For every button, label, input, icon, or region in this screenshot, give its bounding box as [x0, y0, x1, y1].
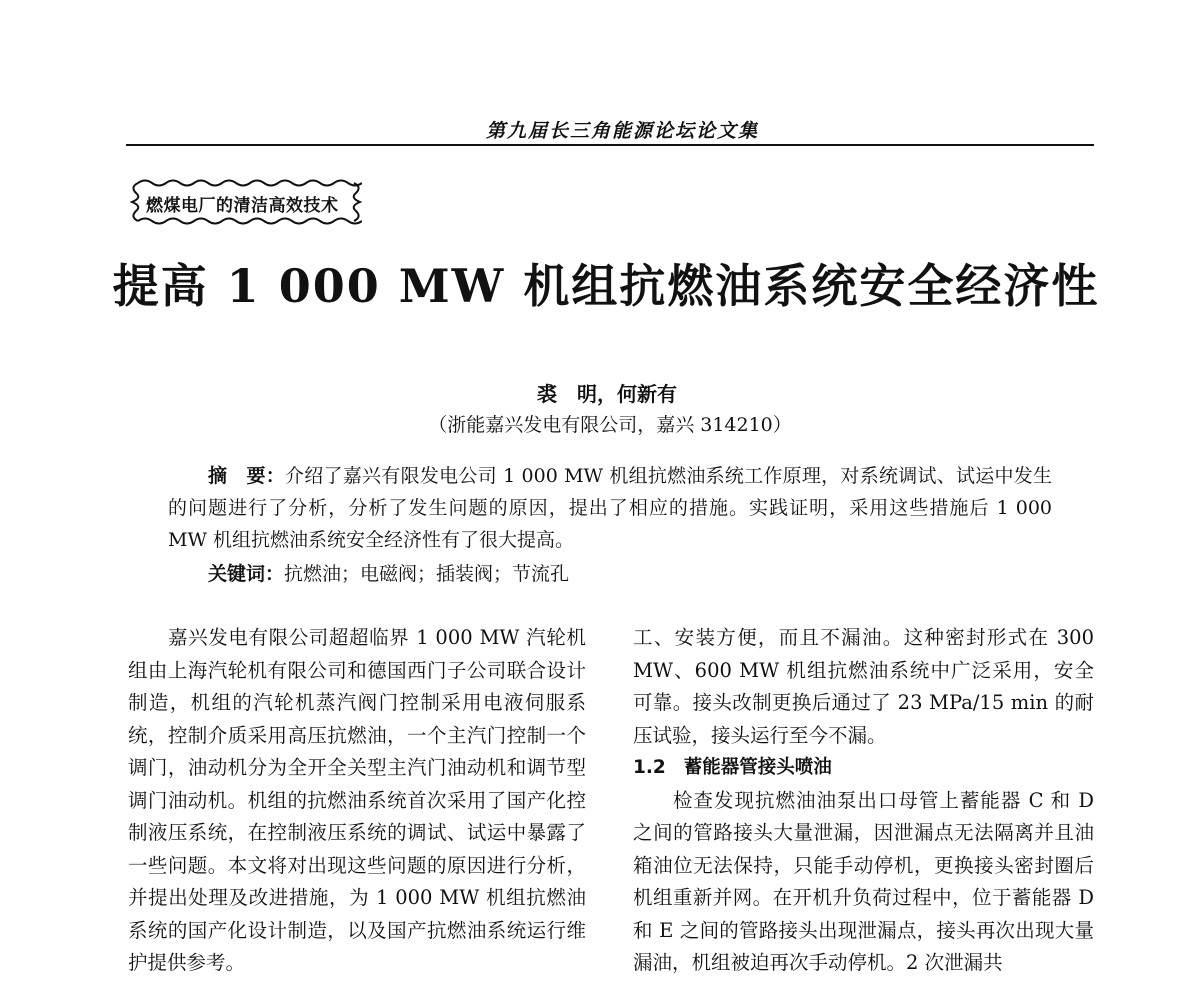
column-tag [130, 177, 362, 227]
section-title: 蓄能器管接头喷油 [683, 757, 832, 778]
paper-title: 提高 1 000 MW 机组抗燃油系统安全经济性 [112, 259, 1100, 313]
section-number: 1.2 [633, 757, 666, 778]
section-heading [633, 752, 1094, 785]
abstract-label: 摘 要： [208, 465, 286, 487]
keywords [208, 558, 569, 590]
affiliation: （浙能嘉兴发电有限公司，嘉兴 314210） [428, 414, 792, 436]
right-column [633, 622, 1094, 980]
right-paragraph-2: 检查发现抗燃油油泵出口母管上蓄能器 C 和 D 之间的管路接头大量泄漏，因泄漏点无法隔离并且油箱油位无法保持，只能手动停机，更换接头密封圈后机组重新并网。在开机升负荷过程中，位于蓄能器 D 和 E 之间的管路接头出现泄漏点，接头再次出现大量漏油，机组被迫再次手动停机。2 次泄漏共 [633, 788, 1094, 974]
abstract-text: 介绍了嘉兴有限发电公司 1 000 MW 机组抗燃油系统工作原理，对系统调试、试运中发生的问题进行了分析，分析了发生问题的原因，提出了相应的措施。实践证明，采用这些措施后 1 000 MW 机组抗燃油系统安全经济性有了很大提高。 [168, 465, 1052, 551]
abstract [168, 460, 1052, 556]
keywords-label: 关键词： [208, 563, 285, 585]
intro-paragraph: 嘉兴发电有限公司超超临界 1 000 MW 汽轮机组由上海汽轮机有限公司和德国西门子公司联合设计制造，机组的汽轮机蒸汽阀门控制采用电液伺服系统，控制介质采用高压抗燃油，一个主汽门控制一个调门，油动机分为全开全关型主汽门油动机和调节型调门油动机。机组的抗燃油系统首次采用了国产化控制液压系统，在控制液压系统的调试、试运中暴露了一些问题。本文将对出现这些问题的原因进行分析，并提出处理及改进措施，为 1 000 MW 机组抗燃油系统的国产化设计制造，以及国产抗燃油系统运行维护提供参考。 [128, 626, 586, 974]
column-tag-label: 燃煤电厂的清洁高效技术 [146, 196, 339, 216]
running-head: 第九届长三角能源论坛论文集 [485, 120, 759, 142]
right-paragraph-1: 工、安装方便，而且不漏油。这种密封形式在 300 MW、600 MW 机组抗燃油系统中广泛采用，安全可靠。接头改制更换后通过了 23 MPa/15 min 的耐压试验，接头运行至今不漏。 [633, 626, 1094, 747]
authors: 裘 明，何新有 [537, 382, 677, 406]
keywords-text: 抗燃油；电磁阀；插装阀；节流孔 [284, 563, 570, 585]
left-column [128, 622, 586, 980]
header-rule [126, 144, 1094, 146]
